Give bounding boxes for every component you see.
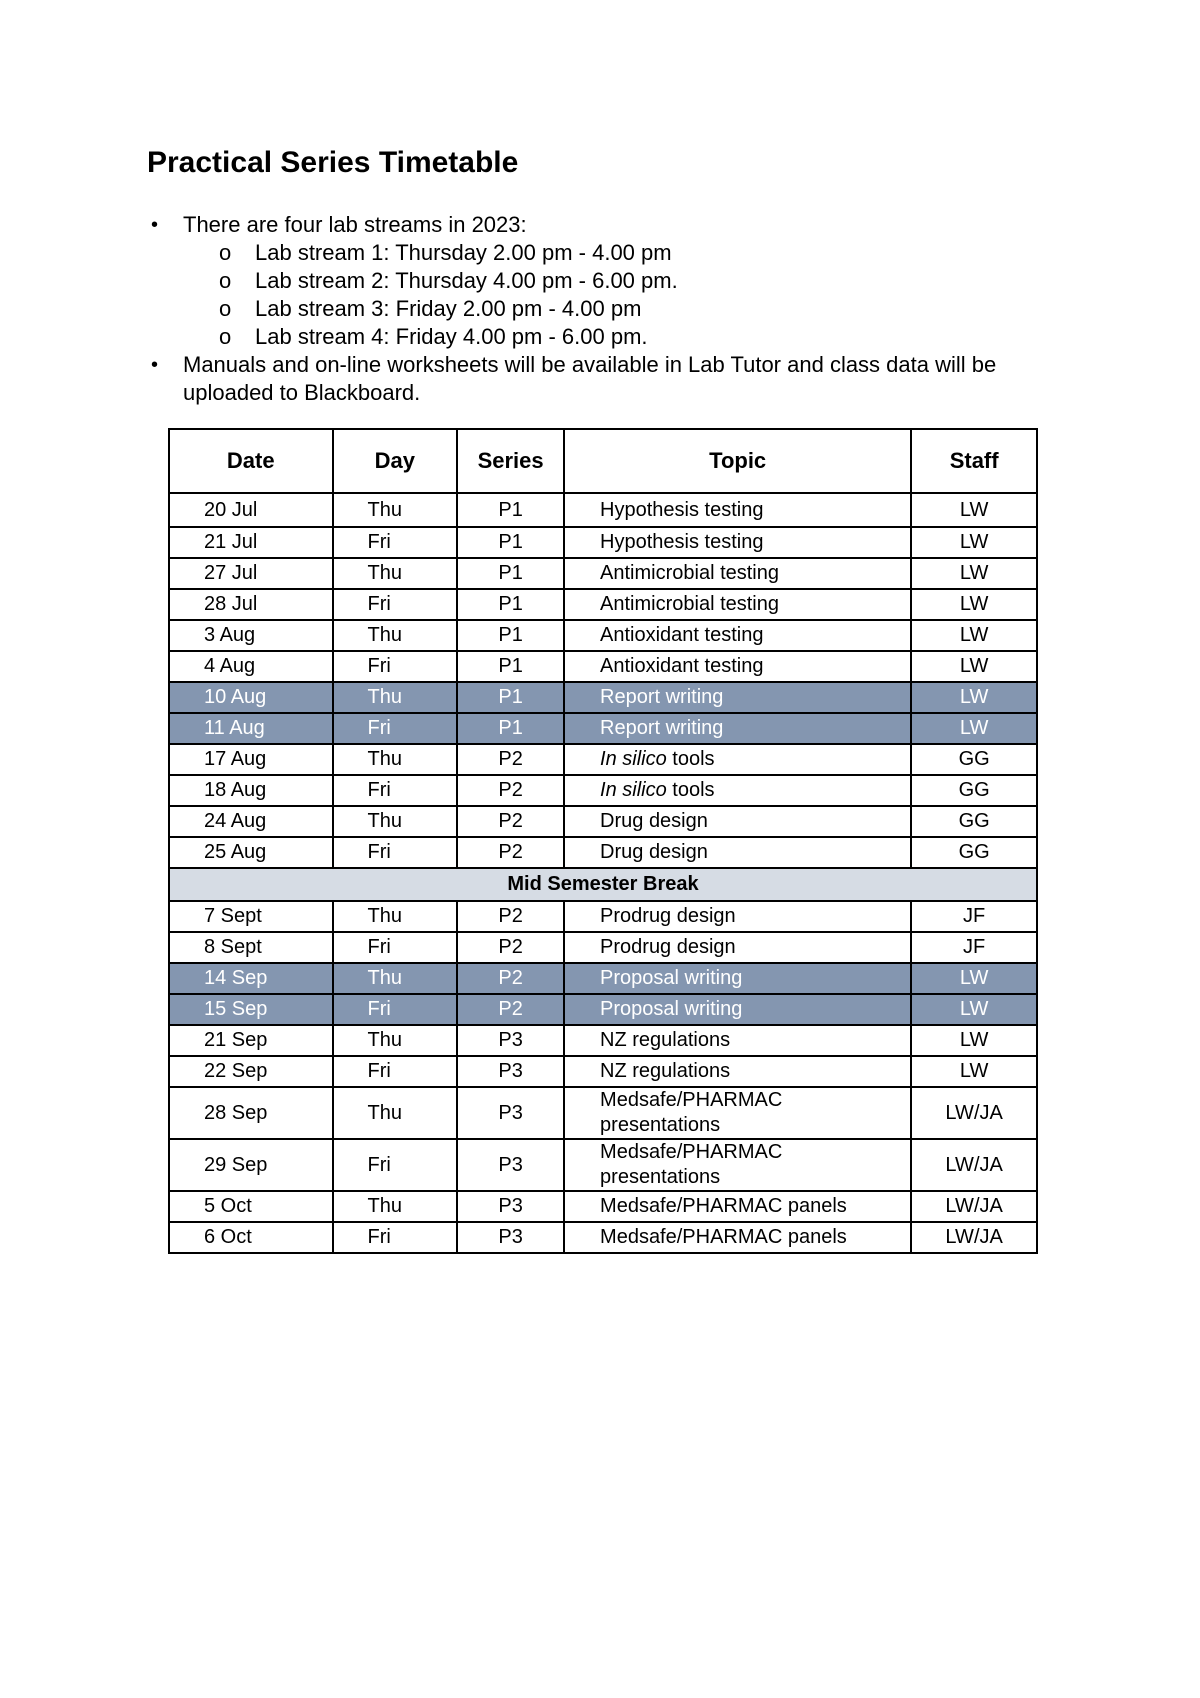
series-cell: P2 (457, 744, 564, 775)
topic-rest: tools (666, 748, 715, 770)
list-item (147, 351, 1067, 407)
date-cell: 6 Oct (169, 1222, 333, 1253)
topic-cell: Antioxidant testing (564, 651, 911, 682)
table-row (169, 932, 1037, 963)
table-row (169, 589, 1037, 620)
date-cell: 29 Sep (169, 1139, 333, 1191)
header-date: Date (169, 429, 333, 493)
staff-cell: GG (911, 744, 1037, 775)
topic-cell: Hypothesis testing (564, 527, 911, 558)
day-cell: Thu (333, 901, 458, 932)
series-cell: P1 (457, 713, 564, 744)
topic-cell: Report writing (564, 713, 911, 744)
series-cell: P1 (457, 620, 564, 651)
table-row (169, 713, 1037, 744)
staff-cell: LW (911, 620, 1037, 651)
topic-cell: NZ regulations (564, 1056, 911, 1087)
table-row (169, 493, 1037, 527)
date-cell: 3 Aug (169, 620, 333, 651)
table-row (169, 806, 1037, 837)
table-row (169, 837, 1037, 868)
date-cell: 11 Aug (169, 713, 333, 744)
date-cell: 17 Aug (169, 744, 333, 775)
table-row (169, 1087, 1037, 1139)
staff-cell: LW (911, 527, 1037, 558)
topic-cell: Hypothesis testing (564, 493, 911, 527)
day-cell: Thu (333, 493, 458, 527)
sub-list-item (147, 323, 1067, 351)
table-row (169, 744, 1037, 775)
series-cell: P3 (457, 1087, 564, 1139)
series-cell: P1 (457, 558, 564, 589)
staff-cell: LW/JA (911, 1139, 1037, 1191)
series-cell: P3 (457, 1191, 564, 1222)
topic-cell: Medsafe/PHARMAC panels (564, 1222, 911, 1253)
date-cell: 24 Aug (169, 806, 333, 837)
topic-cell: Drug design (564, 806, 911, 837)
date-cell: 28 Sep (169, 1087, 333, 1139)
table-row (169, 1139, 1037, 1191)
table-row (169, 558, 1037, 589)
list-item-text: Manuals and on-line worksheets will be available in Lab Tutor and class data will be uploaded to Blackboard. (183, 352, 997, 405)
topic-cell: Proposal writing (564, 963, 911, 994)
day-cell: Fri (333, 1056, 458, 1087)
topic-cell (564, 775, 911, 806)
table-row (169, 620, 1037, 651)
table-row (169, 1222, 1037, 1253)
day-cell: Thu (333, 682, 458, 713)
date-cell: 15 Sep (169, 994, 333, 1025)
table-row (169, 963, 1037, 994)
series-cell: P3 (457, 1056, 564, 1087)
staff-cell: LW (911, 493, 1037, 527)
list-item-text: There are four lab streams in 2023: (183, 212, 527, 237)
date-cell: 8 Sept (169, 932, 333, 963)
topic-cell: Prodrug design (564, 932, 911, 963)
staff-cell: GG (911, 837, 1037, 868)
series-cell: P1 (457, 682, 564, 713)
table-row (169, 1191, 1037, 1222)
topic-cell: NZ regulations (564, 1025, 911, 1056)
date-cell: 22 Sep (169, 1056, 333, 1087)
series-cell: P2 (457, 901, 564, 932)
table-row (169, 527, 1037, 558)
bullet-icon: • (151, 354, 159, 376)
day-cell: Fri (333, 1222, 458, 1253)
staff-cell: LW (911, 1025, 1037, 1056)
table-row (169, 1056, 1037, 1087)
topic-cell: Prodrug design (564, 901, 911, 932)
staff-cell: GG (911, 775, 1037, 806)
series-cell: P3 (457, 1222, 564, 1253)
date-cell: 28 Jul (169, 589, 333, 620)
circle-bullet-icon: o (219, 324, 232, 349)
day-cell: Thu (333, 620, 458, 651)
day-cell: Fri (333, 775, 458, 806)
header-row (169, 429, 1037, 493)
staff-cell: LW (911, 589, 1037, 620)
series-cell: P2 (457, 932, 564, 963)
staff-cell: LW (911, 963, 1037, 994)
topic-cell: Medsafe/PHARMAC presentations (564, 1139, 911, 1191)
date-cell: 18 Aug (169, 775, 333, 806)
day-cell: Thu (333, 1025, 458, 1056)
day-cell: Thu (333, 1087, 458, 1139)
intro-list (147, 211, 1067, 407)
header-series: Series (457, 429, 564, 493)
topic-cell: Antioxidant testing (564, 620, 911, 651)
date-cell: 21 Sep (169, 1025, 333, 1056)
staff-cell: LW/JA (911, 1191, 1037, 1222)
day-cell: Thu (333, 963, 458, 994)
list-item (147, 211, 1067, 239)
page-title: Practical Series Timetable (147, 146, 519, 179)
series-cell: P1 (457, 493, 564, 527)
break-row (169, 868, 1037, 901)
date-cell: 21 Jul (169, 527, 333, 558)
table-row (169, 651, 1037, 682)
timetable (168, 428, 1038, 1254)
day-cell: Fri (333, 932, 458, 963)
header-topic: Topic (564, 429, 911, 493)
day-cell: Thu (333, 744, 458, 775)
header-staff: Staff (911, 429, 1037, 493)
date-cell: 7 Sept (169, 901, 333, 932)
day-cell: Thu (333, 558, 458, 589)
staff-cell: LW (911, 713, 1037, 744)
timetable-body (169, 493, 1037, 1253)
day-cell: Fri (333, 651, 458, 682)
circle-bullet-icon: o (219, 240, 232, 265)
series-cell: P3 (457, 1139, 564, 1191)
staff-cell: LW (911, 1056, 1037, 1087)
series-cell: P1 (457, 651, 564, 682)
day-cell: Thu (333, 1191, 458, 1222)
day-cell: Fri (333, 713, 458, 744)
topic-rest: tools (666, 779, 715, 801)
topic-cell: Proposal writing (564, 994, 911, 1025)
topic-cell: Medsafe/PHARMAC presentations (564, 1087, 911, 1139)
topic-cell: Medsafe/PHARMAC panels (564, 1191, 911, 1222)
date-cell: 10 Aug (169, 682, 333, 713)
series-cell: P1 (457, 527, 564, 558)
table-row (169, 1025, 1037, 1056)
date-cell: 5 Oct (169, 1191, 333, 1222)
date-cell: 25 Aug (169, 837, 333, 868)
stream-1: Lab stream 1: Thursday 2.00 pm - 4.00 pm (255, 240, 672, 265)
topic-italic: In silico (600, 748, 667, 770)
circle-bullet-icon: o (219, 296, 232, 321)
circle-bullet-icon: o (219, 268, 232, 293)
date-cell: 14 Sep (169, 963, 333, 994)
staff-cell: GG (911, 806, 1037, 837)
date-cell: 4 Aug (169, 651, 333, 682)
staff-cell: JF (911, 901, 1037, 932)
day-cell: Fri (333, 589, 458, 620)
day-cell: Fri (333, 1139, 458, 1191)
bullet-icon: • (151, 214, 159, 236)
staff-cell: LW (911, 682, 1037, 713)
topic-cell: Drug design (564, 837, 911, 868)
date-cell: 27 Jul (169, 558, 333, 589)
staff-cell: LW/JA (911, 1087, 1037, 1139)
sub-list-item (147, 239, 1067, 267)
stream-3: Lab stream 3: Friday 2.00 pm - 4.00 pm (255, 296, 642, 321)
staff-cell: LW (911, 994, 1037, 1025)
series-cell: P2 (457, 994, 564, 1025)
series-cell: P2 (457, 837, 564, 868)
staff-cell: LW/JA (911, 1222, 1037, 1253)
table-row (169, 682, 1037, 713)
day-cell: Thu (333, 806, 458, 837)
topic-cell: Report writing (564, 682, 911, 713)
break-label: Mid Semester Break (169, 868, 1037, 901)
topic-italic: In silico (600, 779, 667, 801)
day-cell: Fri (333, 994, 458, 1025)
series-cell: P1 (457, 589, 564, 620)
series-cell: P2 (457, 963, 564, 994)
sub-list-item (147, 295, 1067, 323)
series-cell: P2 (457, 775, 564, 806)
date-cell: 20 Jul (169, 493, 333, 527)
staff-cell: LW (911, 651, 1037, 682)
staff-cell: JF (911, 932, 1037, 963)
series-cell: P2 (457, 806, 564, 837)
table-row (169, 994, 1037, 1025)
series-cell: P3 (457, 1025, 564, 1056)
sub-list-item (147, 267, 1067, 295)
staff-cell: LW (911, 558, 1037, 589)
day-cell: Fri (333, 527, 458, 558)
topic-cell: Antimicrobial testing (564, 558, 911, 589)
header-day: Day (333, 429, 458, 493)
table-row (169, 775, 1037, 806)
topic-cell: Antimicrobial testing (564, 589, 911, 620)
day-cell: Fri (333, 837, 458, 868)
stream-4: Lab stream 4: Friday 4.00 pm - 6.00 pm. (255, 324, 648, 349)
stream-2: Lab stream 2: Thursday 4.00 pm - 6.00 pm. (255, 268, 678, 293)
table-row (169, 901, 1037, 932)
topic-cell (564, 744, 911, 775)
